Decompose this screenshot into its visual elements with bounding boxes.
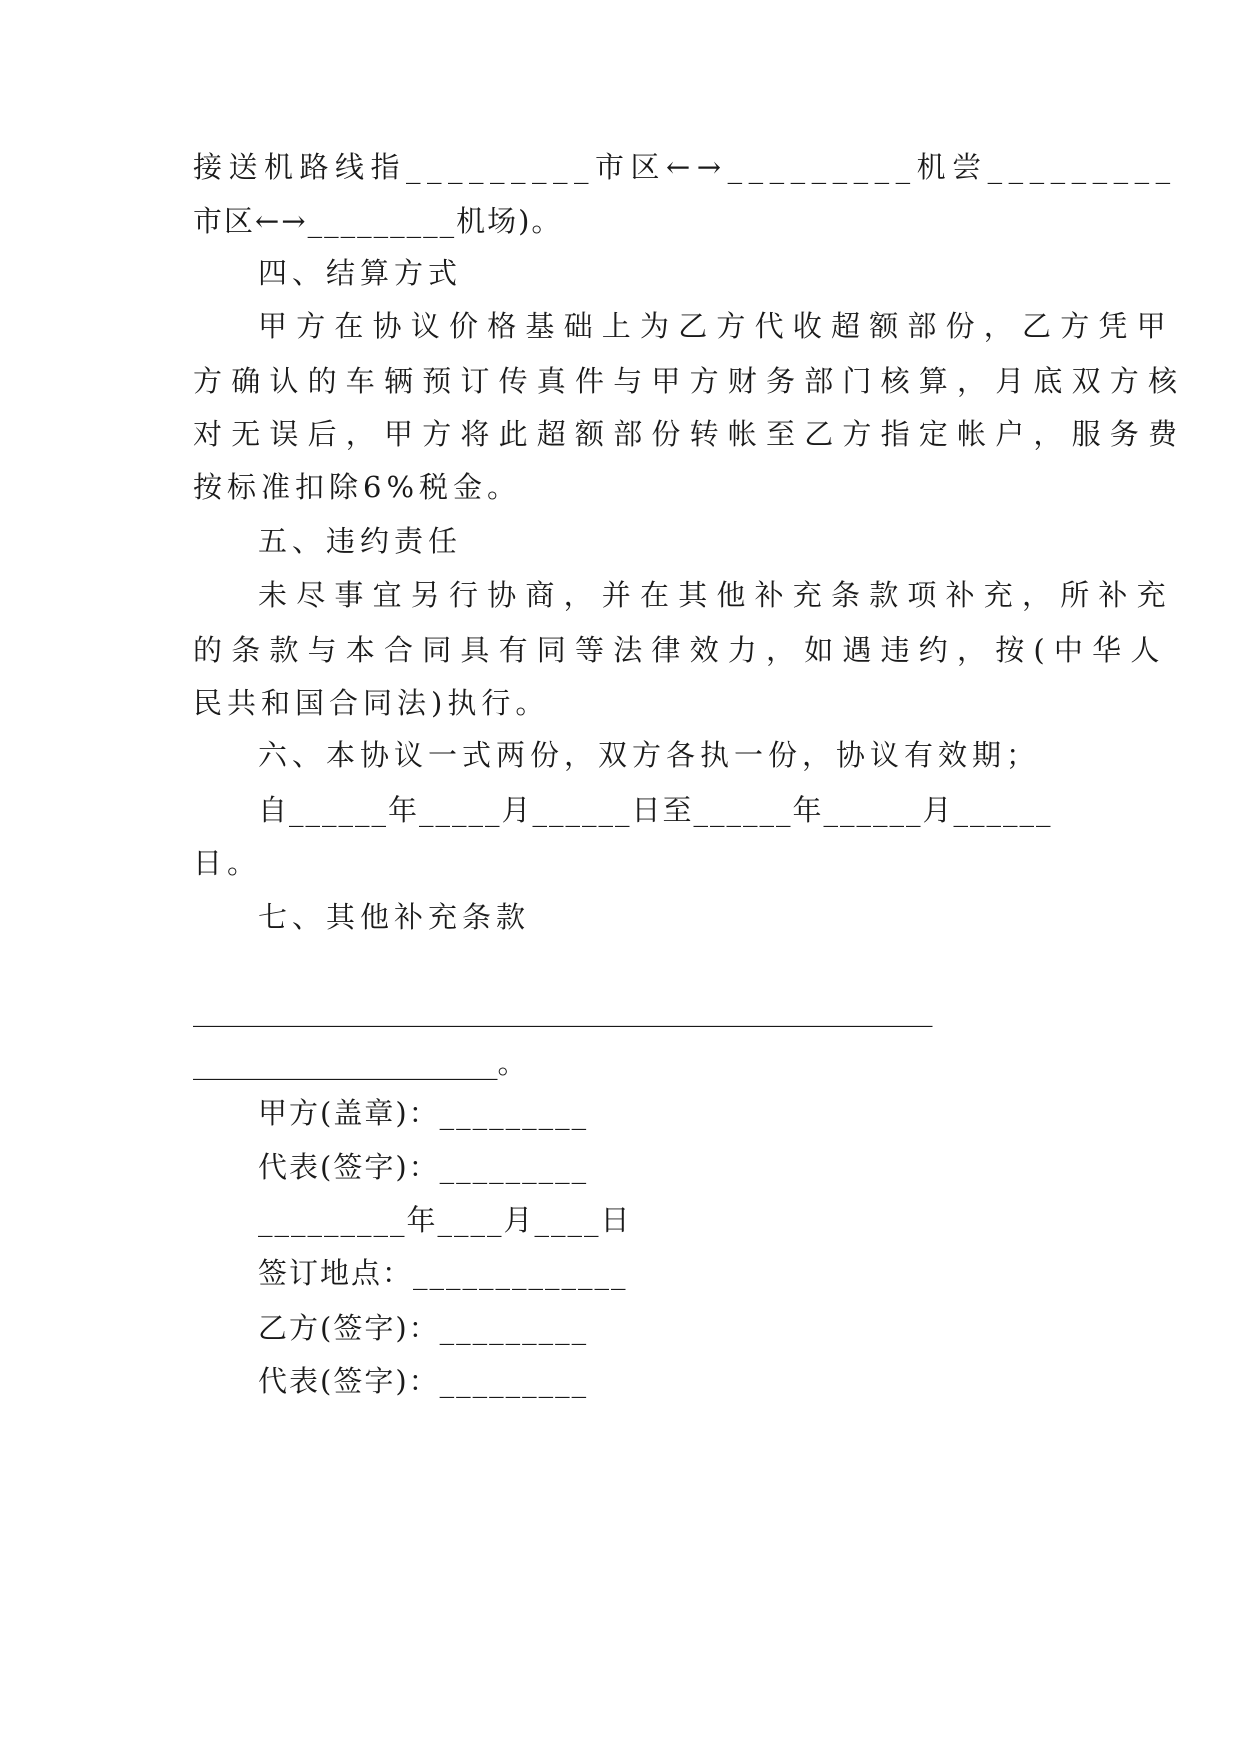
party-b-representative: 代表(签字)：_________: [258, 1364, 589, 1398]
paragraph-line: 民共和国合同法)执行。: [193, 686, 550, 720]
section-heading-settlement: 四、结算方式: [258, 256, 463, 290]
blank-line: ___________________________________________________: [193, 993, 933, 1027]
paragraph-line: 未尽事宜另行协商，并在其他补充条款项补充，所补充: [258, 578, 1175, 612]
party-b-signature: 乙方(签字)：_________: [258, 1311, 589, 1345]
validity-period-end: 日。: [193, 846, 262, 880]
validity-period-line: 自______年_____月______日至______年______月______: [258, 793, 1053, 827]
section-heading-liability: 五、违约责任: [258, 524, 463, 558]
route-line-cont: 市区←→_________机场)。: [193, 204, 563, 238]
sign-place: 签订地点：_____________: [258, 1256, 628, 1290]
paragraph-line: 按标准扣除6%税金。: [193, 470, 522, 504]
route-line: 接送机路线指_________市区←→_________机尝_________: [193, 150, 1177, 184]
paragraph-line: 对无误后，甲方将此超额部份转帐至乙方指定帐户，服务费: [193, 417, 1187, 451]
paragraph-line: 的条款与本合同具有同等法律效力，如遇违约，按(中华人: [193, 633, 1169, 667]
paragraph-line: 甲方在协议价格基础上为乙方代收超额部份，乙方凭甲: [258, 309, 1175, 343]
blank-line-end: _____________________。: [193, 1046, 527, 1080]
paragraph-line: 方确认的车辆预订传真件与甲方财务部门核算，月底双方核: [193, 364, 1187, 398]
party-a-seal: 甲方(盖章)：_________: [258, 1096, 589, 1130]
party-a-representative: 代表(签字)：_________: [258, 1150, 589, 1184]
sign-date: _________年____月____日: [258, 1203, 632, 1237]
section-heading-copies: 六、本协议一式两份，双方各执一份，协议有效期；: [258, 738, 1041, 772]
section-heading-other-terms: 七、其他补充条款: [258, 900, 531, 934]
